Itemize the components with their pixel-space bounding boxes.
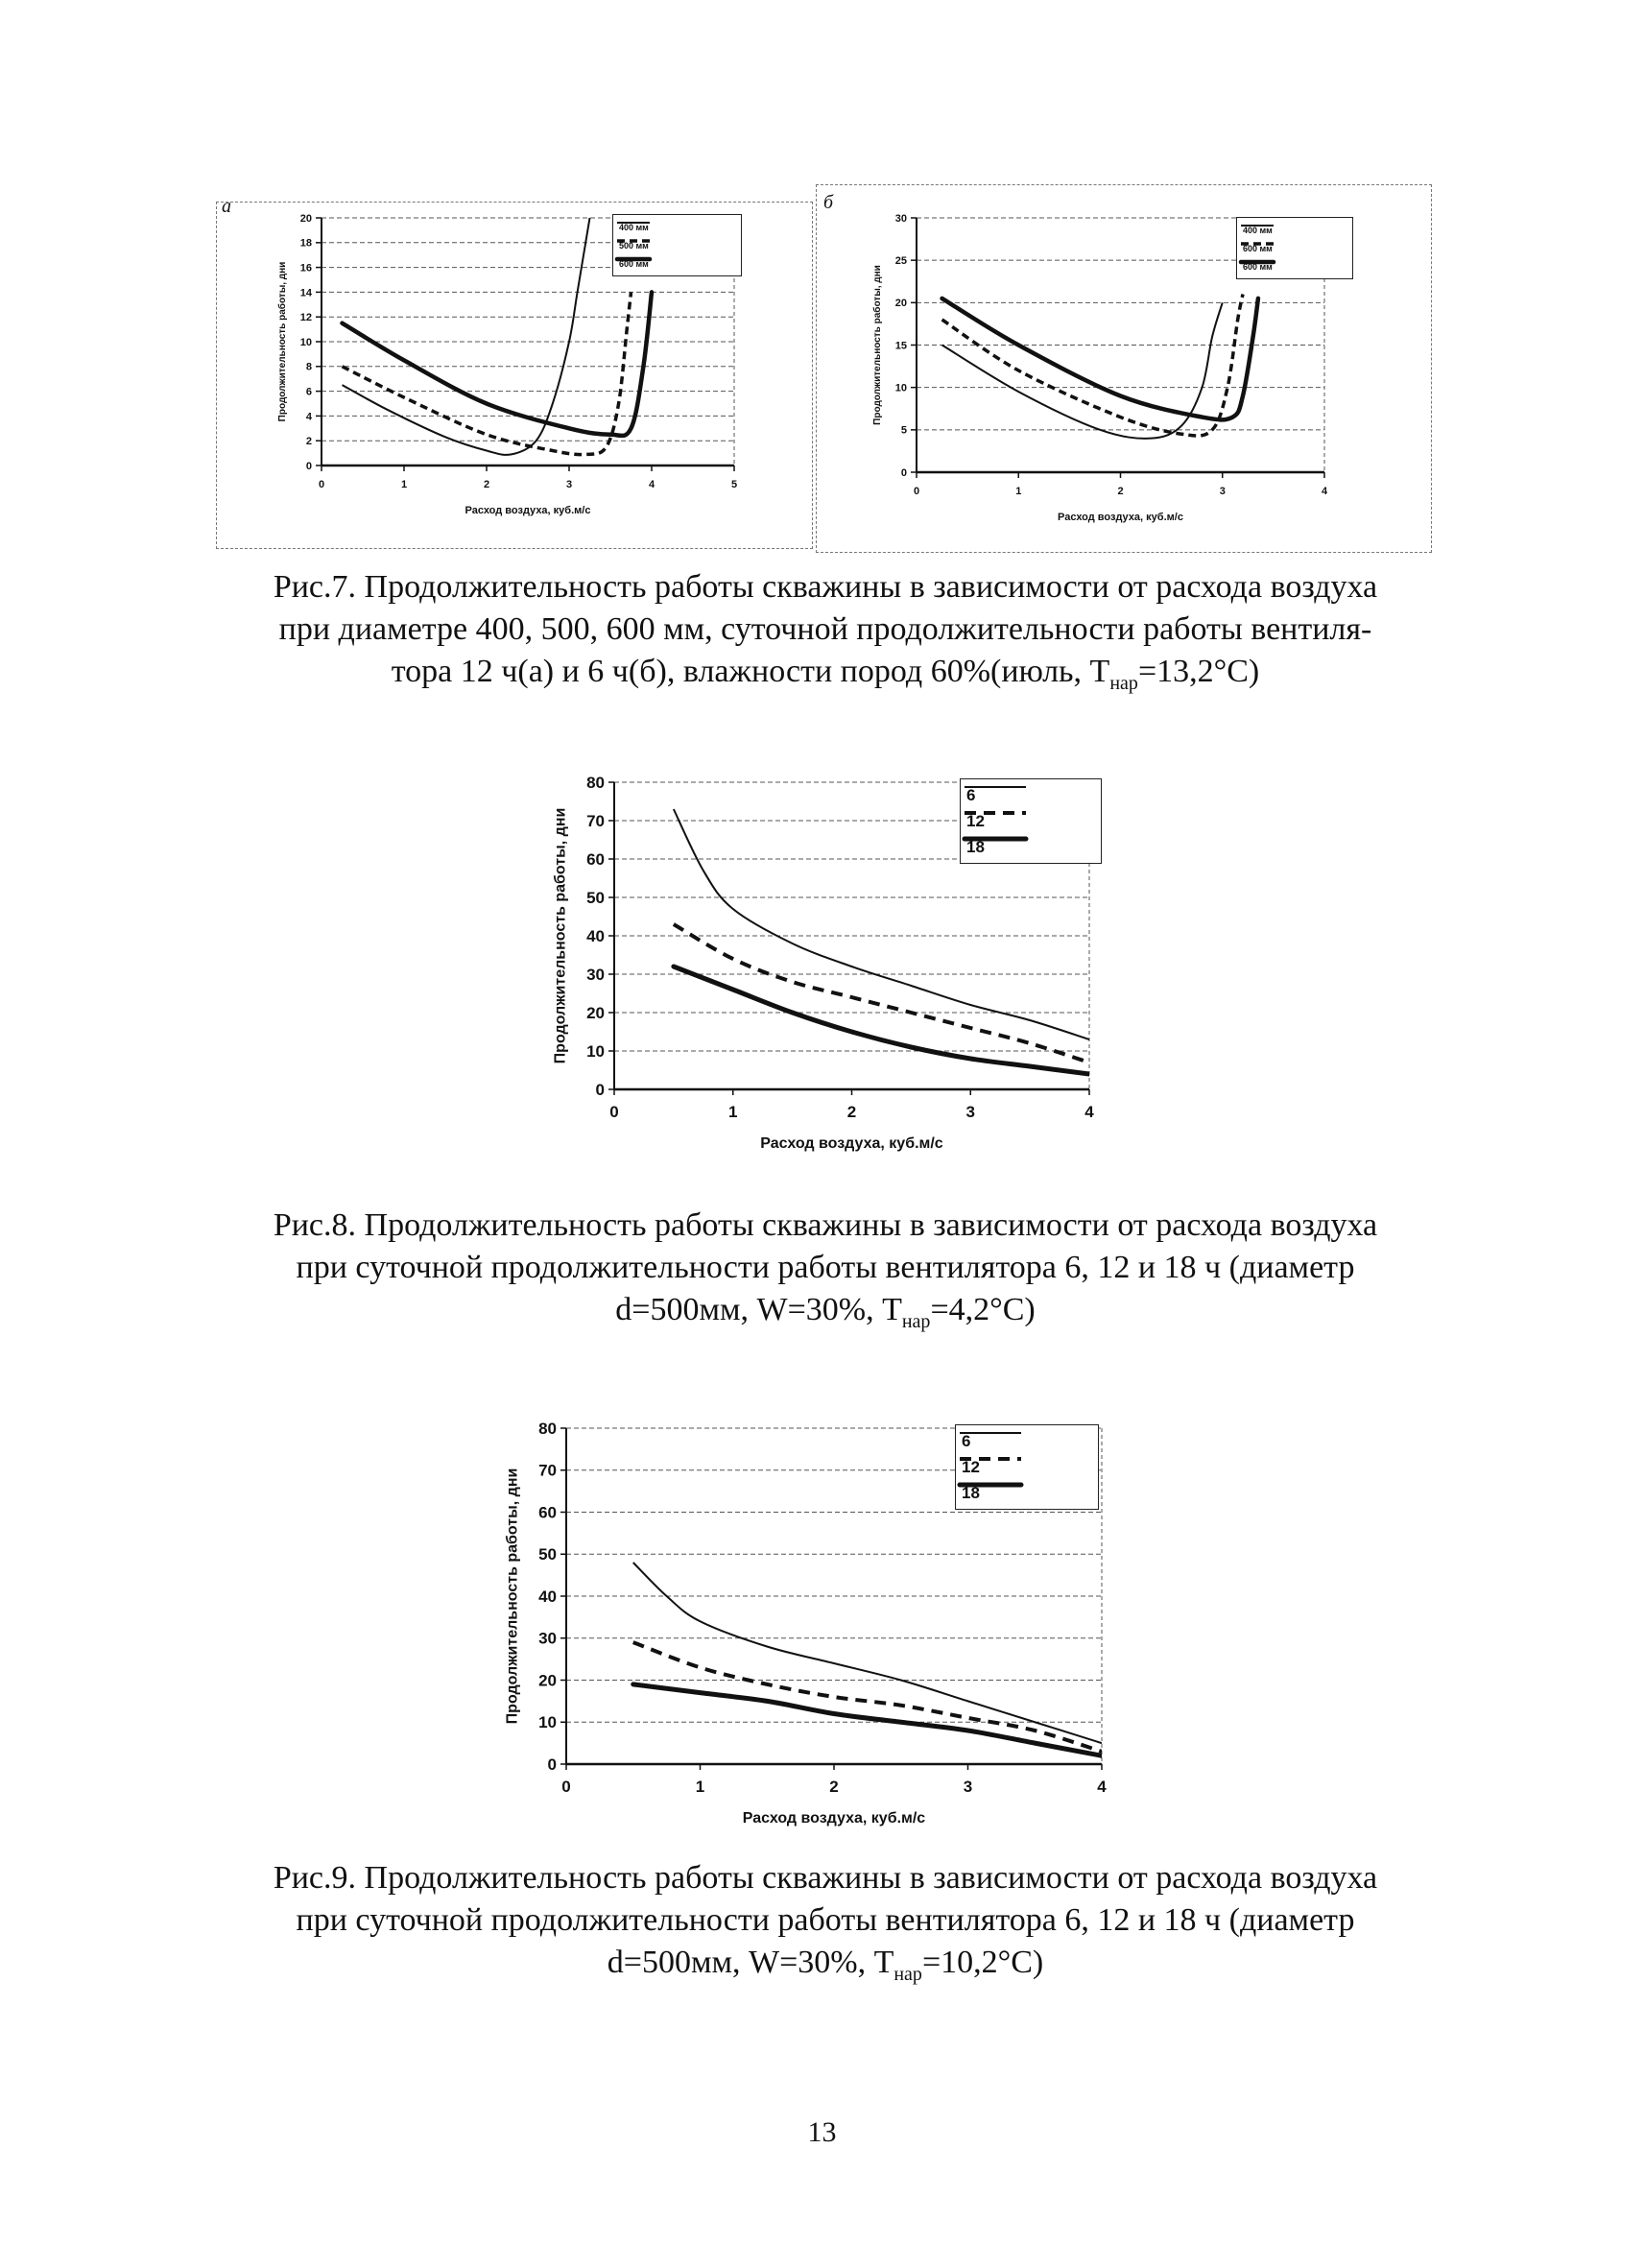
x-tick-label: 1 bbox=[728, 1103, 738, 1121]
y-tick-label: 30 bbox=[894, 212, 907, 225]
caption-line: при диаметре 400, 500, 600 мм, суточной продолжительности работы вентиля- bbox=[278, 611, 1372, 647]
y-tick-label: 0 bbox=[900, 466, 907, 479]
y-tick-label: 20 bbox=[894, 298, 907, 310]
x-tick-label: 4 bbox=[1321, 486, 1328, 497]
legend-swatch bbox=[960, 1480, 1021, 1490]
x-tick-label: 3 bbox=[965, 1103, 975, 1121]
chart-legend bbox=[612, 214, 742, 276]
figure8-caption bbox=[154, 1205, 1497, 1343]
page-number: 13 bbox=[807, 2116, 837, 2148]
legend-label: 400 мм bbox=[1243, 225, 1273, 235]
x-axis-label: Расход воздуха, куб.м/с bbox=[465, 505, 591, 516]
x-tick-label: 0 bbox=[913, 486, 920, 497]
y-axis-label: Продолжительность работы, дни bbox=[871, 265, 883, 425]
series-line-600 мм bbox=[343, 292, 653, 436]
y-tick-label: 0 bbox=[547, 1755, 557, 1774]
legend-label: 600 мм bbox=[1243, 261, 1273, 272]
caption-line: при суточной продолжительности работы вентилятора 6, 12 и 18 ч (диаметр bbox=[296, 1250, 1355, 1285]
x-axis-label: Расход воздуха, куб.м/с bbox=[1058, 512, 1183, 523]
caption-line: при суточной продолжительности работы вентилятора 6, 12 и 18 ч (диаметр bbox=[296, 1902, 1355, 1938]
legend-swatch bbox=[1241, 257, 1274, 267]
y-tick-label: 10 bbox=[538, 1713, 557, 1732]
y-tick-label: 0 bbox=[305, 460, 312, 472]
legend-swatch bbox=[617, 236, 650, 246]
legend-swatch bbox=[960, 1454, 1021, 1464]
legend-label: 6 bbox=[962, 1431, 971, 1450]
legend-item bbox=[965, 834, 1097, 860]
legend-swatch bbox=[965, 808, 1026, 818]
legend-swatch bbox=[965, 782, 1026, 792]
y-tick-label: 25 bbox=[894, 255, 907, 268]
y-axis-label: Продолжительность работы, дни bbox=[276, 261, 288, 422]
x-tick-label: 0 bbox=[609, 1103, 619, 1121]
legend-label: 12 bbox=[962, 1457, 980, 1476]
legend-swatch bbox=[1241, 221, 1274, 230]
chart-fig8 bbox=[518, 763, 1113, 1166]
series-line-400 мм bbox=[343, 218, 590, 455]
y-tick-label: 6 bbox=[305, 386, 312, 398]
x-tick-label: 4 bbox=[648, 479, 655, 490]
legend-item bbox=[960, 1454, 1094, 1480]
caption-line: Рис.9. Продолжительность работы скважины в зависимости от расхода воздуха bbox=[273, 1860, 1378, 1896]
y-tick-label: 60 bbox=[538, 1503, 557, 1522]
caption-text: d=500мм, W=30%, Т bbox=[607, 1945, 894, 1980]
chart-legend bbox=[1236, 217, 1353, 279]
legend-item bbox=[617, 254, 737, 273]
y-tick-label: 40 bbox=[586, 926, 605, 945]
y-tick-label: 4 bbox=[305, 411, 312, 423]
legend-label: 18 bbox=[966, 837, 985, 856]
x-tick-label: 2 bbox=[1117, 486, 1124, 497]
series-line-12 bbox=[633, 1642, 1102, 1752]
y-tick-label: 12 bbox=[299, 312, 312, 324]
y-tick-label: 50 bbox=[586, 888, 605, 907]
legend-item bbox=[1241, 221, 1348, 239]
caption-line: Рис.8. Продолжительность работы скважины в зависимости от расхода воздуха bbox=[273, 1207, 1378, 1243]
x-axis-label: Расход воздуха, куб.м/с bbox=[742, 1810, 926, 1826]
y-tick-label: 16 bbox=[299, 262, 312, 275]
caption-text: =13,2°С) bbox=[1137, 654, 1260, 689]
caption-text: d=500мм, W=30%, Т bbox=[615, 1292, 902, 1327]
y-tick-label: 5 bbox=[900, 424, 907, 437]
caption-text: =10,2°С) bbox=[921, 1945, 1044, 1980]
caption-text: =4,2°С) bbox=[930, 1292, 1036, 1327]
legend-swatch bbox=[617, 254, 650, 264]
y-tick-label: 10 bbox=[894, 382, 907, 394]
caption-subscript: нар bbox=[893, 1963, 922, 1985]
chart-fig7a bbox=[250, 206, 787, 533]
x-tick-label: 5 bbox=[730, 479, 738, 490]
y-tick-label: 30 bbox=[586, 965, 605, 984]
y-tick-label: 0 bbox=[595, 1080, 605, 1099]
x-tick-label: 2 bbox=[846, 1103, 857, 1121]
legend-swatch bbox=[960, 1428, 1021, 1438]
chart-legend bbox=[955, 1424, 1099, 1510]
y-tick-label: 80 bbox=[586, 773, 605, 792]
legend-item bbox=[1241, 239, 1348, 257]
x-tick-label: 2 bbox=[483, 479, 490, 490]
y-tick-label: 2 bbox=[305, 436, 312, 448]
legend-label: 6 bbox=[966, 785, 976, 804]
y-tick-label: 10 bbox=[586, 1041, 605, 1061]
caption-line bbox=[154, 1942, 1497, 1995]
legend-label: 500 мм bbox=[619, 240, 649, 251]
x-tick-label: 3 bbox=[565, 479, 573, 490]
y-tick-label: 20 bbox=[538, 1671, 557, 1690]
y-axis-label: Продолжительность работы, дни bbox=[552, 807, 569, 1064]
caption-line bbox=[154, 1289, 1497, 1343]
y-tick-label: 70 bbox=[586, 811, 605, 830]
y-tick-label: 30 bbox=[538, 1629, 557, 1648]
figure7b-panel-letter: б bbox=[823, 192, 834, 213]
chart-fig7b bbox=[845, 192, 1411, 537]
series-line-18 bbox=[633, 1684, 1102, 1755]
chart-fig9 bbox=[480, 1411, 1132, 1843]
legend-label: 18 bbox=[962, 1483, 980, 1502]
y-tick-label: 20 bbox=[586, 1003, 605, 1022]
legend-item bbox=[960, 1480, 1094, 1506]
x-tick-label: 0 bbox=[318, 479, 325, 490]
series-line-600 мм bbox=[942, 298, 1258, 419]
x-tick-label: 1 bbox=[400, 479, 408, 490]
legend-label: 600 мм bbox=[619, 258, 649, 269]
y-tick-label: 14 bbox=[299, 287, 312, 299]
y-axis-label: Продолжительность работы, дни bbox=[504, 1468, 521, 1725]
x-tick-label: 2 bbox=[829, 1778, 839, 1796]
figure7-caption bbox=[154, 566, 1497, 704]
y-tick-label: 70 bbox=[538, 1461, 557, 1480]
legend-item bbox=[960, 1428, 1094, 1454]
x-tick-label: 4 bbox=[1084, 1103, 1094, 1121]
legend-label: 400 мм bbox=[619, 222, 649, 232]
y-tick-label: 8 bbox=[305, 361, 312, 373]
x-tick-label: 3 bbox=[1219, 486, 1226, 497]
legend-item bbox=[965, 808, 1097, 834]
x-tick-label: 1 bbox=[1015, 486, 1022, 497]
legend-item bbox=[1241, 257, 1348, 275]
legend-item bbox=[617, 218, 737, 236]
caption-subscript: нар bbox=[901, 1310, 931, 1332]
legend-swatch bbox=[617, 218, 650, 227]
figure9-caption bbox=[154, 1857, 1497, 1995]
legend-item bbox=[965, 782, 1097, 808]
y-tick-label: 18 bbox=[299, 237, 312, 250]
caption-subscript: нар bbox=[1109, 672, 1138, 694]
chart-legend bbox=[960, 778, 1102, 864]
y-tick-label: 10 bbox=[299, 336, 312, 348]
x-tick-label: 4 bbox=[1097, 1778, 1107, 1796]
figure7a-panel-letter: а bbox=[222, 196, 231, 217]
y-tick-label: 40 bbox=[538, 1587, 557, 1606]
y-tick-label: 60 bbox=[586, 849, 605, 869]
legend-label: 12 bbox=[966, 811, 985, 830]
y-tick-label: 80 bbox=[538, 1419, 557, 1438]
caption-line: Рис.7. Продолжительность работы скважины в зависимости от расхода воздуха bbox=[273, 569, 1378, 605]
legend-item bbox=[617, 236, 737, 254]
caption-line bbox=[154, 651, 1497, 704]
y-tick-label: 20 bbox=[299, 212, 312, 225]
legend-label: 600 мм bbox=[1243, 243, 1273, 253]
x-tick-label: 0 bbox=[561, 1778, 571, 1796]
legend-swatch bbox=[1241, 239, 1274, 249]
y-tick-label: 50 bbox=[538, 1545, 557, 1564]
x-tick-label: 3 bbox=[963, 1778, 973, 1796]
x-axis-label: Расход воздуха, куб.м/с bbox=[760, 1135, 943, 1152]
y-tick-label: 15 bbox=[894, 340, 907, 352]
legend-swatch bbox=[965, 834, 1026, 844]
caption-text: тора 12 ч(а) и 6 ч(б), влажности пород 60%(июль, Т bbox=[391, 654, 1110, 689]
x-tick-label: 1 bbox=[695, 1778, 705, 1796]
